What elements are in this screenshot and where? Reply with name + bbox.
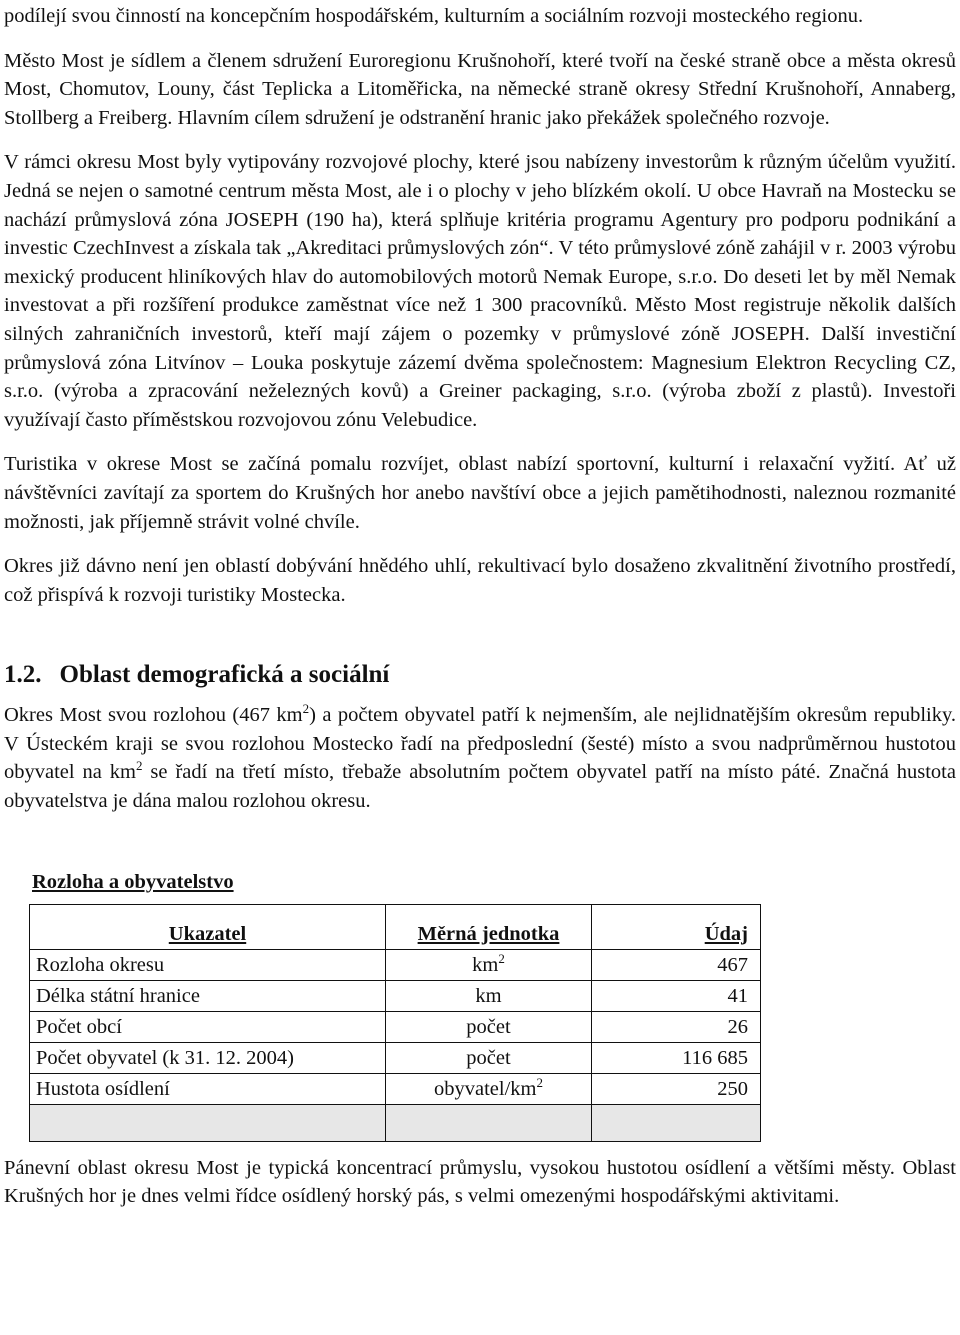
paragraph-reclamation: Okres již dávno není jen oblastí dobývání hnědého uhlí, rekultivací bylo dosaženo zkvalitnění životního prostředí, což přispívá k rozvoji turistiky Mostecka. bbox=[4, 555, 956, 606]
cell-value: 41 bbox=[592, 980, 761, 1011]
cell-value: 116 685 bbox=[592, 1042, 761, 1073]
superscript: 2 bbox=[136, 758, 143, 774]
section-number: 1.2. bbox=[4, 661, 42, 689]
cell-indicator: Počet obyvatel (k 31. 12. 2004) bbox=[30, 1042, 386, 1073]
table-row bbox=[30, 1073, 761, 1104]
section-title: Oblast demografická a sociální bbox=[59, 661, 390, 689]
table-row-empty bbox=[30, 1104, 761, 1141]
cell-unit: počet bbox=[386, 1011, 592, 1042]
cell-indicator: Rozloha okresu bbox=[30, 949, 386, 980]
demographics-text-3: se řadí na třetí místo, třebaže absolutním počtem obyvatel patří na místo páté. Značná hustota obyvatelstva je dána malou rozlohou okresu. bbox=[4, 761, 956, 813]
cell-unit: obyvatel/$km^2$ bbox=[386, 1073, 592, 1104]
table-title: Rozloha a obyvatelstvo bbox=[32, 870, 234, 893]
superscript: 2 bbox=[302, 701, 310, 717]
paragraph-demographics bbox=[4, 701, 956, 815]
table-header-row bbox=[30, 919, 761, 950]
demographics-text-2: ) a počtem obyvatel patří k nejmenším, ale nejlidnatějším okresům republiky. V Ústeckém kraji se svou rozlohou Mostecko řadí na předposlední (šesté) místo a svou nadprůměrnou hustotou obyvatel na km bbox=[4, 704, 957, 784]
cell-value: 467 bbox=[592, 949, 761, 980]
cell-indicator: Délka státní hranice bbox=[30, 980, 386, 1011]
table-row bbox=[30, 1011, 761, 1042]
cell-value: 250 bbox=[592, 1073, 761, 1104]
table-header-spacer bbox=[30, 904, 761, 919]
paragraph-euroregion: Město Most je sídlem a členem sdružení Euroregionu Krušnohoří, které tvoří na české straně obce a města okresů Most, Chomutov, Louny, část Teplicka a Litoměřicka, na německé straně okresy Střední Krušnohoří, Annaberg, Stollberg a Freiberg. Hlavním cílem sdružení je odstranění hranic jako překážek společného rozvoje. bbox=[4, 49, 956, 129]
cell-unit: $km^2$ bbox=[386, 949, 592, 980]
area-population-table bbox=[29, 904, 761, 1142]
cell-value: 26 bbox=[592, 1011, 761, 1042]
cell-unit: počet bbox=[386, 1042, 592, 1073]
section-heading bbox=[4, 659, 956, 691]
demographics-text-1: Okres Most svou rozlohou (467 km bbox=[4, 704, 303, 727]
column-header-value: Údaj bbox=[592, 919, 761, 950]
paragraph-intro-continuation: podílejí svou činností na koncepčním hospodářském, kulturním a sociálním rozvoji mosteckého regionu. bbox=[4, 5, 864, 27]
table-row bbox=[30, 1042, 761, 1073]
paragraph-tourism: Turistika v okrese Most se začíná pomalu rozvíjet, oblast nabízí sportovní, kulturní i relaxační vyžití. Ať už návštěvníci zavítají za sportem do Krušných hor anebo navštíví obce a jejich pamětihodnosti, naleznou rozmanité možnosti, jak příjemně strávit volné chvíle. bbox=[4, 453, 956, 533]
column-header-indicator: Ukazatel bbox=[30, 919, 386, 950]
table-row bbox=[30, 949, 761, 980]
cell-indicator: Počet obcí bbox=[30, 1011, 386, 1042]
column-header-unit: Měrná jednotka bbox=[386, 919, 592, 950]
paragraph-basin-mountains: Pánevní oblast okresu Most je typická koncentrací průmyslu, vysokou hustotou osídlení a většími městy. Oblast Krušných hor je dnes velmi řídce osídlený horský pás, s velmi omezenými hospodářskými aktivitami. bbox=[4, 1156, 956, 1208]
table-row bbox=[30, 980, 761, 1011]
cell-indicator: Hustota osídlení bbox=[30, 1073, 386, 1104]
paragraph-investment-zones: V rámci okresu Most byly vytipovány rozvojové plochy, které jsou nabízeny investorům k různým účelům využití. Jedná se nejen o samotné centrum města Most, ale i o plochy v jeho blízkém okolí. U obce Havraň na Mostecku se nachází průmyslová zóna JOSEPH (190 ha), která splňuje kritéria programu Agentury pro podporu podnikání a investic CzechInvest a získala tak „Akreditaci průmyslových zón“. V této průmyslové zóně zahájil v r. 2003 výrobu mexický producent hliníkových hlav do automobilových motorů Nemak Europe, s.r.o. Do deseti let by měl Nemak investovat a při rozšíření produkce zaměstnat více než 1 300 pracovníků. Město Most registruje několik dalších silných zahraničních investorů, kteří mají zájem o pozemky v průmyslové zóně JOSEPH. Další investiční průmyslová zóna Litvínov – Louka poskytuje zázemí dvěma společnostem: Magnesium Elektron Recycling CZ, s.r.o. (výroba a zpracování neželezných kovů) a Greiner packaging, s.r.o. (výroba zboží z plastů). Investoři využívají často příměstskou rozvojovou zónu Velebudice. bbox=[4, 151, 956, 431]
cell-unit: km bbox=[386, 980, 592, 1011]
